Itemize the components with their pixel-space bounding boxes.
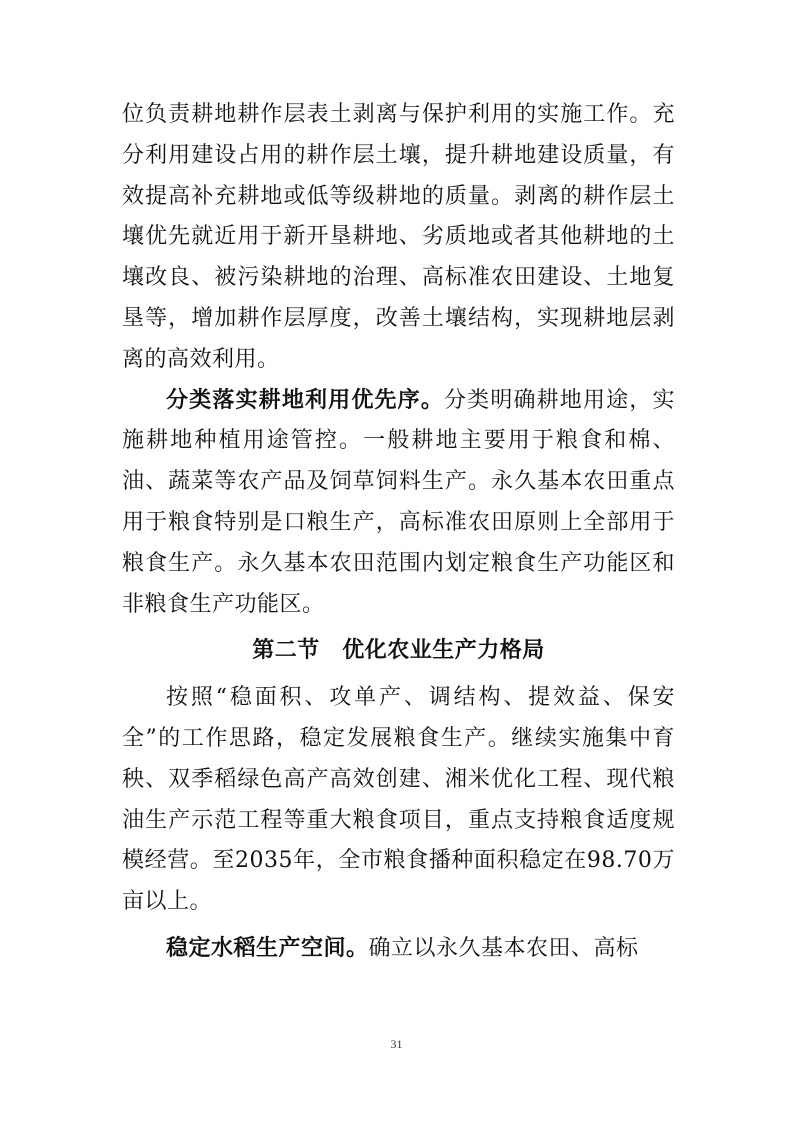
paragraph-land-use-priority xyxy=(122,381,675,626)
paragraph-text: 分类明确耕地用途，实施耕地种植用途管控。一般耕地主要用于粮食和棉、油、蔬菜等农产品及饲草饲料生产。永久基本农田重点用于粮食特别是口粮生产，高标准农田原则上全部用于粮食生产。永久基本农田范围内划定粮食生产功能区和非粮食生产功能区。 xyxy=(122,387,675,617)
paragraph-grain-production xyxy=(122,678,675,923)
section-heading: 第二节 优化农业生产力格局 xyxy=(252,638,545,664)
paragraph-lead-heading: 分类落实耕地利用优先序。 xyxy=(166,387,444,413)
paragraph-lead-heading: 稳定水稻生产空间。 xyxy=(166,935,369,961)
paragraph-text: 确立以永久基本农田、高标 xyxy=(368,935,639,961)
paragraph-rice-production-space xyxy=(122,929,675,970)
paragraph-text: 位负责耕地耕作层表土剥离与保护利用的实施工作。充分利用建设占用的耕作层土壤，提升耕地建设质量，有效提高补充耕地或低等级耕地的质量。剥离的耕作层土壤优先就近用于新开垦耕地、劣质地或者其他耕地的土壤改良、被污染耕地的治理、高标准农田建设、土地复垦等，增加耕作层厚度，改善土壤结构，实现耕地层剥离的高效利用。 xyxy=(122,102,675,372)
paragraph-text: 按照“稳面积、攻单产、调结构、提效益、保安全”的工作思路，稳定发展粮食生产。继续实施集中育秧、双季稻绿色高产高效创建、湘米优化工程、现代粮油生产示范工程等重大粮食项目，重点支持粮食适度规模经营。至2035年，全市粮食播种面积稳定在98.70万亩以上。 xyxy=(122,685,675,915)
paragraph-topsoil-stripping xyxy=(122,95,675,381)
page-number: 31 xyxy=(390,1037,403,1051)
page-body xyxy=(122,95,675,970)
